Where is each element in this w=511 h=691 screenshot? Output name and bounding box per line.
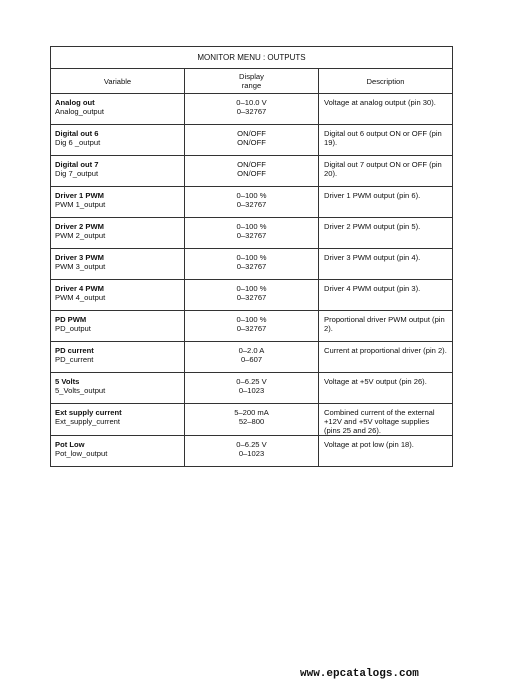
description-line1: Driver 1 PWM output (pin 6).: [324, 191, 421, 200]
range-raw: 0–32767: [236, 262, 267, 271]
table-row: [51, 156, 453, 187]
table-row: [51, 436, 453, 467]
variable-cell: [51, 280, 185, 311]
description-cell: [319, 436, 453, 467]
monitor-outputs-table: [50, 46, 453, 467]
range-cell: [185, 436, 319, 467]
range-display: 0–100 %: [236, 222, 267, 231]
range-cell: [185, 94, 319, 125]
header-display-range-line2: range: [241, 81, 262, 90]
variable-cell: [51, 436, 185, 467]
variable-id: PD_current: [55, 355, 94, 364]
range-cell: [185, 156, 319, 187]
range-raw: 0–607: [240, 355, 263, 364]
range-display: 0–100 %: [236, 253, 267, 262]
table-row: [51, 187, 453, 218]
table-row: [51, 373, 453, 404]
range-cell: [185, 373, 319, 404]
description-cell: [319, 311, 453, 342]
variable-name: PD PWM: [55, 315, 87, 324]
variable-id: PWM 1_output: [55, 200, 106, 209]
description-line1: Voltage at analog output (pin 30).: [324, 98, 436, 107]
variable-name: Driver 4 PWM: [55, 284, 104, 293]
range-display: ON/OFF: [237, 129, 266, 138]
range-raw: 0–32767: [236, 324, 267, 333]
variable-id: Pot_low_output: [55, 449, 108, 458]
description-line1: Voltage at +5V output (pin 26).: [324, 377, 427, 386]
header-display-range: [185, 69, 319, 94]
variable-name: Driver 3 PWM: [55, 253, 104, 262]
watermark-link[interactable]: www.epcatalogs.com: [300, 668, 419, 680]
variable-cell: [51, 125, 185, 156]
description-cell: [319, 187, 453, 218]
variable-cell: [51, 342, 185, 373]
range-display: 0–2.0 A: [238, 346, 265, 355]
variable-name: 5 Volts: [55, 377, 80, 386]
table-row: [51, 218, 453, 249]
range-cell: [185, 311, 319, 342]
description-line1: Proportional driver PWM output (pin 2).: [324, 315, 445, 333]
variable-id: Dig 6 _output: [55, 138, 101, 147]
description-line1: Current at proportional driver (pin 2).: [324, 346, 447, 355]
description-cell: [319, 342, 453, 373]
variable-cell: [51, 249, 185, 280]
header-description: Description: [319, 69, 453, 94]
description-cell: [319, 280, 453, 311]
table-row: [51, 94, 453, 125]
header-row: [51, 69, 453, 94]
table-row: [51, 125, 453, 156]
description-cell: [319, 125, 453, 156]
range-display: 5–200 mA: [234, 408, 269, 417]
range-cell: [185, 280, 319, 311]
description-cell: [319, 156, 453, 187]
range-display: 0–100 %: [236, 284, 267, 293]
table-row: [51, 342, 453, 373]
variable-name: PD current: [55, 346, 94, 355]
range-display: ON/OFF: [237, 160, 266, 169]
range-raw: 0–32767: [236, 293, 267, 302]
range-cell: [185, 187, 319, 218]
variable-id: PD_output: [55, 324, 91, 333]
description-cell: [319, 94, 453, 125]
range-display: 0–100 %: [236, 191, 267, 200]
range-raw: ON/OFF: [237, 138, 266, 147]
table-row: [51, 404, 453, 436]
variable-cell: [51, 187, 185, 218]
variable-id: PWM 2_output: [55, 231, 106, 240]
variable-id: Dig 7_output: [55, 169, 99, 178]
range-raw: 0–1023: [238, 449, 265, 458]
variable-cell: [51, 94, 185, 125]
variable-id: Analog_output: [55, 107, 104, 116]
variable-cell: [51, 218, 185, 249]
range-raw: 0–1023: [238, 386, 265, 395]
variable-name: Driver 2 PWM: [55, 222, 104, 231]
variable-name: Analog out: [55, 98, 95, 107]
description-line1: Digital out 7 output ON or OFF (pin 20).: [324, 160, 442, 178]
variable-name: Pot Low: [55, 440, 85, 449]
variable-id: 5_Volts_output: [55, 386, 106, 395]
description-line1: Driver 3 PWM output (pin 4).: [324, 253, 421, 262]
range-cell: [185, 218, 319, 249]
description-cell: [319, 249, 453, 280]
description-line1: Driver 2 PWM output (pin 5).: [324, 222, 421, 231]
variable-cell: [51, 156, 185, 187]
range-display: 0–100 %: [236, 315, 267, 324]
description-line1: Driver 4 PWM output (pin 3).: [324, 284, 421, 293]
header-display-range-line1: Display: [239, 72, 264, 81]
variable-cell: [51, 311, 185, 342]
description-cell: [319, 404, 453, 436]
variable-id: PWM 4_output: [55, 293, 106, 302]
description-line2: (pins 25 and 26).: [324, 426, 381, 435]
range-cell: [185, 125, 319, 156]
range-cell: [185, 404, 319, 436]
variable-cell: [51, 404, 185, 436]
table-row: [51, 311, 453, 342]
description-line1: Digital out 6 output ON or OFF (pin 19).: [324, 129, 442, 147]
variable-name: Digital out 6: [55, 129, 99, 138]
variable-cell: [51, 373, 185, 404]
range-display: 0–6.25 V: [236, 377, 267, 386]
variable-name: Digital out 7: [55, 160, 99, 169]
range-raw: 0–32767: [236, 200, 267, 209]
variable-id: PWM 3_output: [55, 262, 106, 271]
header-variable: Variable: [51, 69, 185, 94]
table-row: [51, 249, 453, 280]
range-cell: [185, 342, 319, 373]
range-raw: 0–32767: [236, 231, 267, 240]
variable-name: Ext supply current: [55, 408, 122, 417]
table-body: [51, 94, 453, 467]
range-display: 0–10.0 V: [236, 98, 267, 107]
description-cell: [319, 218, 453, 249]
description-cell: [319, 373, 453, 404]
description-line1: Combined current of the external +12V and +5V voltage supplies: [324, 408, 435, 426]
range-cell: [185, 249, 319, 280]
description-line1: Voltage at pot low (pin 18).: [324, 440, 414, 449]
variable-id: Ext_supply_current: [55, 417, 121, 426]
range-raw: 0–32767: [236, 107, 267, 116]
variable-name: Driver 1 PWM: [55, 191, 104, 200]
range-raw: 52–800: [238, 417, 265, 426]
table-row: [51, 280, 453, 311]
range-raw: ON/OFF: [237, 169, 266, 178]
table-title: MONITOR MENU : OUTPUTS: [51, 47, 453, 69]
range-display: 0–6.25 V: [236, 440, 267, 449]
